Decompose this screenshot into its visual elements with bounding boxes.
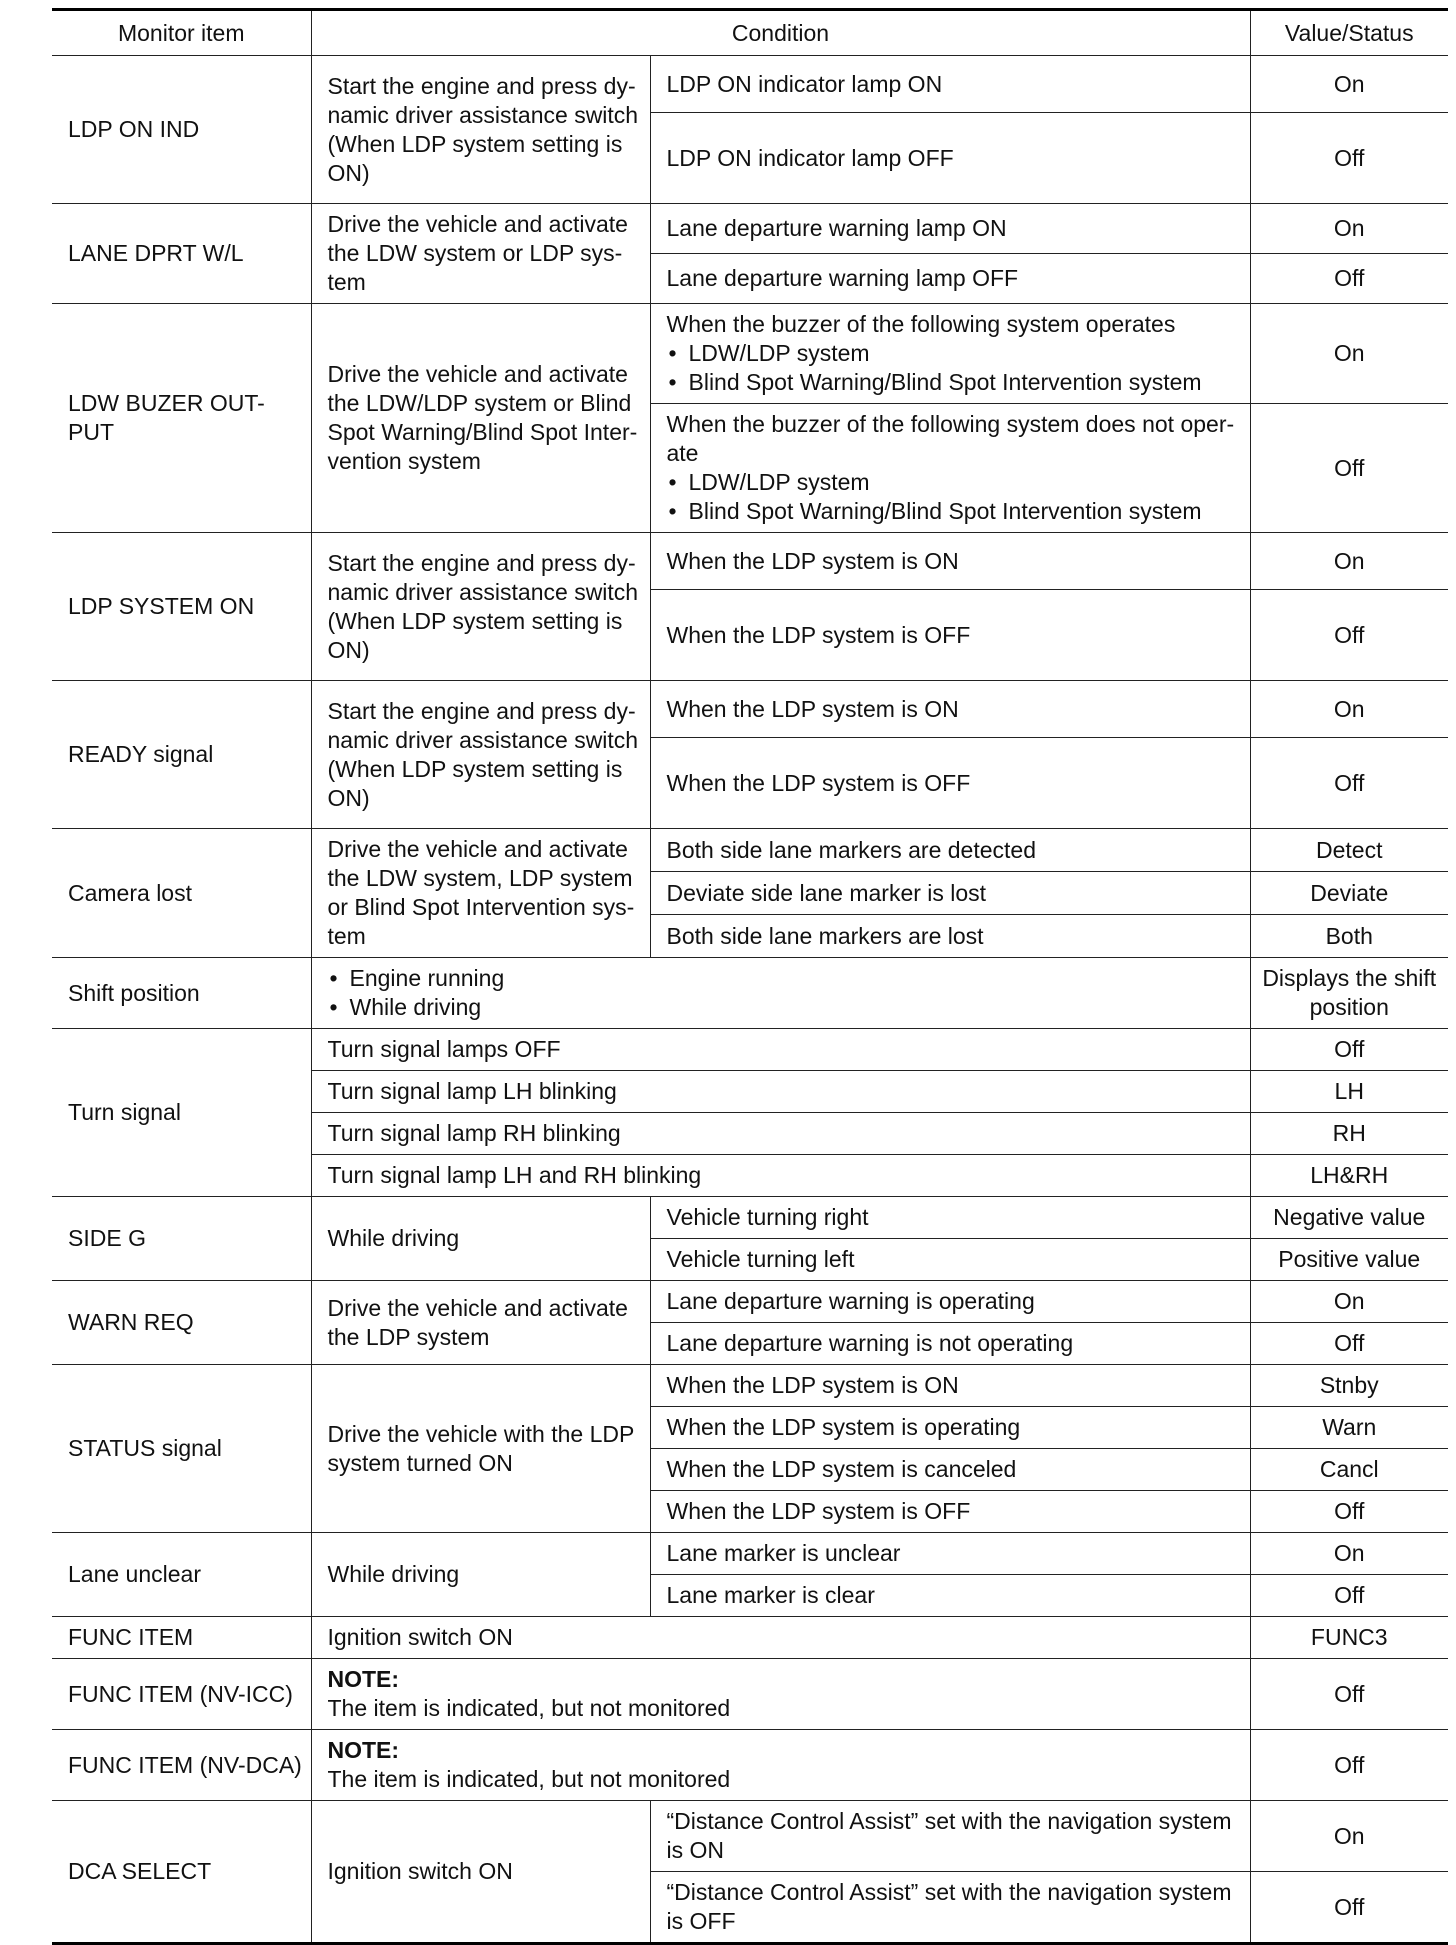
sub-condition: When the LDP system is OFF bbox=[650, 1491, 1250, 1533]
sub-condition: When the LDP system is OFF bbox=[650, 738, 1250, 829]
monitor-item: FUNC ITEM (NV-ICC) bbox=[52, 1659, 311, 1730]
value-status: On bbox=[1250, 533, 1448, 590]
table-row bbox=[52, 56, 1448, 113]
value-status: On bbox=[1250, 204, 1448, 254]
list-item: • Blind Spot Warning/Blind Spot Intervention system bbox=[667, 497, 1242, 526]
note-text: The item is indicated, but not monitored bbox=[327, 1695, 731, 1721]
monitor-item: WARN REQ bbox=[52, 1281, 311, 1365]
sub-condition: When the LDP system is ON bbox=[650, 533, 1250, 590]
sub-condition: Lane departure warning lamp ON bbox=[650, 204, 1250, 254]
value-status: LH bbox=[1250, 1071, 1448, 1113]
value-status: RH bbox=[1250, 1113, 1448, 1155]
sub-condition: Both side lane markers are detected bbox=[650, 829, 1250, 872]
monitor-item: LDP SYSTEM ON bbox=[52, 533, 311, 681]
note-label: NOTE: bbox=[327, 1666, 400, 1692]
sub-condition: “Distance Control Assist” set with the navigation system is OFF bbox=[650, 1872, 1250, 1944]
sub-condition bbox=[650, 304, 1250, 404]
monitor-item: DCA SELECT bbox=[52, 1801, 311, 1944]
sub-condition-text: When the buzzer of the following system does not oper-ate bbox=[666, 411, 1235, 466]
value-status: Detect bbox=[1250, 829, 1448, 872]
condition: Drive the vehicle and activate the LDP system bbox=[311, 1281, 650, 1365]
condition: While driving bbox=[311, 1533, 650, 1617]
table-row bbox=[52, 1365, 1448, 1407]
condition: Start the engine and press dy-namic driver assistance switch (When LDP system setting is ON) bbox=[311, 681, 650, 829]
sub-condition: Vehicle turning left bbox=[650, 1239, 1250, 1281]
condition: Ignition switch ON bbox=[311, 1617, 1250, 1659]
value-status: Warn bbox=[1250, 1407, 1448, 1449]
monitor-item: FUNC ITEM bbox=[52, 1617, 311, 1659]
value-status: Off bbox=[1250, 1659, 1448, 1730]
sub-condition: When the LDP system is ON bbox=[650, 681, 1250, 738]
monitor-item: Lane unclear bbox=[52, 1533, 311, 1617]
monitor-item: SIDE G bbox=[52, 1197, 311, 1281]
value-status: On bbox=[1250, 56, 1448, 113]
table-row bbox=[52, 681, 1448, 738]
table-row bbox=[52, 204, 1448, 254]
table-row bbox=[52, 304, 1448, 404]
sub-condition: When the LDP system is canceled bbox=[650, 1449, 1250, 1491]
sub-condition: Both side lane markers are lost bbox=[650, 915, 1250, 958]
condition: Turn signal lamp LH and RH blinking bbox=[311, 1155, 1250, 1197]
sub-condition: Vehicle turning right bbox=[650, 1197, 1250, 1239]
header-value-status: Value/Status bbox=[1250, 10, 1448, 56]
value-status: Displays the shift position bbox=[1250, 958, 1448, 1029]
value-status: Off bbox=[1250, 1730, 1448, 1801]
value-status: On bbox=[1250, 681, 1448, 738]
monitor-item: STATUS signal bbox=[52, 1365, 311, 1533]
condition: Start the engine and press dy-namic driver assistance switch (When LDP system setting is ON) bbox=[311, 56, 650, 204]
note-text: The item is indicated, but not monitored bbox=[327, 1766, 731, 1792]
table-row bbox=[52, 958, 1448, 1029]
list-item: • Engine running bbox=[328, 964, 1242, 993]
sub-condition: Lane marker is unclear bbox=[650, 1533, 1250, 1575]
sub-condition: “Distance Control Assist” set with the navigation system is ON bbox=[650, 1801, 1250, 1872]
condition: Drive the vehicle and activate the LDW system or LDP sys-tem bbox=[311, 204, 650, 304]
table-row bbox=[52, 829, 1448, 872]
list-item: • While driving bbox=[328, 993, 1242, 1022]
value-status: Off bbox=[1250, 254, 1448, 304]
monitor-item: Shift position bbox=[52, 958, 311, 1029]
table-row bbox=[52, 1659, 1448, 1730]
monitor-item: LANE DPRT W/L bbox=[52, 204, 311, 304]
note-label: NOTE: bbox=[327, 1737, 400, 1763]
sub-condition: Deviate side lane marker is lost bbox=[650, 872, 1250, 915]
value-status: Off bbox=[1250, 1029, 1448, 1071]
table-row bbox=[52, 1281, 1448, 1323]
value-status: Off bbox=[1250, 1491, 1448, 1533]
monitor-item-page bbox=[52, 8, 1448, 1945]
list-item: • LDW/LDP system bbox=[667, 339, 1242, 368]
monitor-item-table bbox=[52, 8, 1448, 1945]
sub-condition: Lane departure warning is operating bbox=[650, 1281, 1250, 1323]
table-row bbox=[52, 1197, 1448, 1239]
sub-condition: Lane departure warning lamp OFF bbox=[650, 254, 1250, 304]
value-status: On bbox=[1250, 1533, 1448, 1575]
sub-condition: LDP ON indicator lamp OFF bbox=[650, 113, 1250, 204]
value-status: On bbox=[1250, 1281, 1448, 1323]
value-status: Off bbox=[1250, 1575, 1448, 1617]
list-item: • LDW/LDP system bbox=[667, 468, 1242, 497]
value-status: Both bbox=[1250, 915, 1448, 958]
table-row bbox=[52, 1730, 1448, 1801]
monitor-item: FUNC ITEM (NV-DCA) bbox=[52, 1730, 311, 1801]
bullet-list bbox=[667, 468, 1242, 526]
condition: Ignition switch ON bbox=[311, 1801, 650, 1944]
table-row bbox=[52, 1617, 1448, 1659]
list-item: • Blind Spot Warning/Blind Spot Intervention system bbox=[667, 368, 1242, 397]
condition: Drive the vehicle and activate the LDW system, LDP system or Blind Spot Intervention sys-tem bbox=[311, 829, 650, 958]
monitor-item: READY signal bbox=[52, 681, 311, 829]
sub-condition: When the LDP system is ON bbox=[650, 1365, 1250, 1407]
value-status: Positive value bbox=[1250, 1239, 1448, 1281]
condition: Start the engine and press dy-namic driver assistance switch (When LDP system setting is ON) bbox=[311, 533, 650, 681]
monitor-item: LDP ON IND bbox=[52, 56, 311, 204]
note bbox=[311, 1659, 1250, 1730]
value-status: Negative value bbox=[1250, 1197, 1448, 1239]
sub-condition: When the LDP system is operating bbox=[650, 1407, 1250, 1449]
value-status: Deviate bbox=[1250, 872, 1448, 915]
sub-condition: Lane departure warning is not operating bbox=[650, 1323, 1250, 1365]
value-status: Off bbox=[1250, 590, 1448, 681]
condition: Turn signal lamp LH blinking bbox=[311, 1071, 1250, 1113]
condition: Turn signal lamps OFF bbox=[311, 1029, 1250, 1071]
value-status: Cancl bbox=[1250, 1449, 1448, 1491]
value-status: Stnby bbox=[1250, 1365, 1448, 1407]
sub-condition bbox=[650, 404, 1250, 533]
value-status: On bbox=[1250, 1801, 1448, 1872]
value-status: LH&RH bbox=[1250, 1155, 1448, 1197]
table-row bbox=[52, 1801, 1448, 1872]
condition bbox=[311, 958, 1250, 1029]
value-status: FUNC3 bbox=[1250, 1617, 1448, 1659]
bullet-list bbox=[328, 964, 1242, 1022]
value-status: Off bbox=[1250, 738, 1448, 829]
sub-condition: When the LDP system is OFF bbox=[650, 590, 1250, 681]
value-status: On bbox=[1250, 304, 1448, 404]
sub-condition: LDP ON indicator lamp ON bbox=[650, 56, 1250, 113]
monitor-item: Turn signal bbox=[52, 1029, 311, 1197]
value-status: Off bbox=[1250, 1872, 1448, 1944]
table-row bbox=[52, 1533, 1448, 1575]
condition: Drive the vehicle and activate the LDW/LDP system or Blind Spot Warning/Blind Spot Inter-vention system bbox=[311, 304, 650, 533]
condition: Drive the vehicle with the LDP system turned ON bbox=[311, 1365, 650, 1533]
value-status: Off bbox=[1250, 113, 1448, 204]
condition: While driving bbox=[311, 1197, 650, 1281]
value-status: Off bbox=[1250, 1323, 1448, 1365]
sub-condition: Lane marker is clear bbox=[650, 1575, 1250, 1617]
table-row bbox=[52, 533, 1448, 590]
monitor-item: LDW BUZER OUT-PUT bbox=[52, 304, 311, 533]
sub-condition-text: When the buzzer of the following system operates bbox=[666, 311, 1176, 337]
table-header-row bbox=[52, 10, 1448, 56]
header-monitor-item: Monitor item bbox=[52, 10, 311, 56]
monitor-item: Camera lost bbox=[52, 829, 311, 958]
bullet-list bbox=[667, 339, 1242, 397]
value-status: Off bbox=[1250, 404, 1448, 533]
note bbox=[311, 1730, 1250, 1801]
table-row bbox=[52, 1029, 1448, 1071]
header-condition: Condition bbox=[311, 10, 1250, 56]
condition: Turn signal lamp RH blinking bbox=[311, 1113, 1250, 1155]
